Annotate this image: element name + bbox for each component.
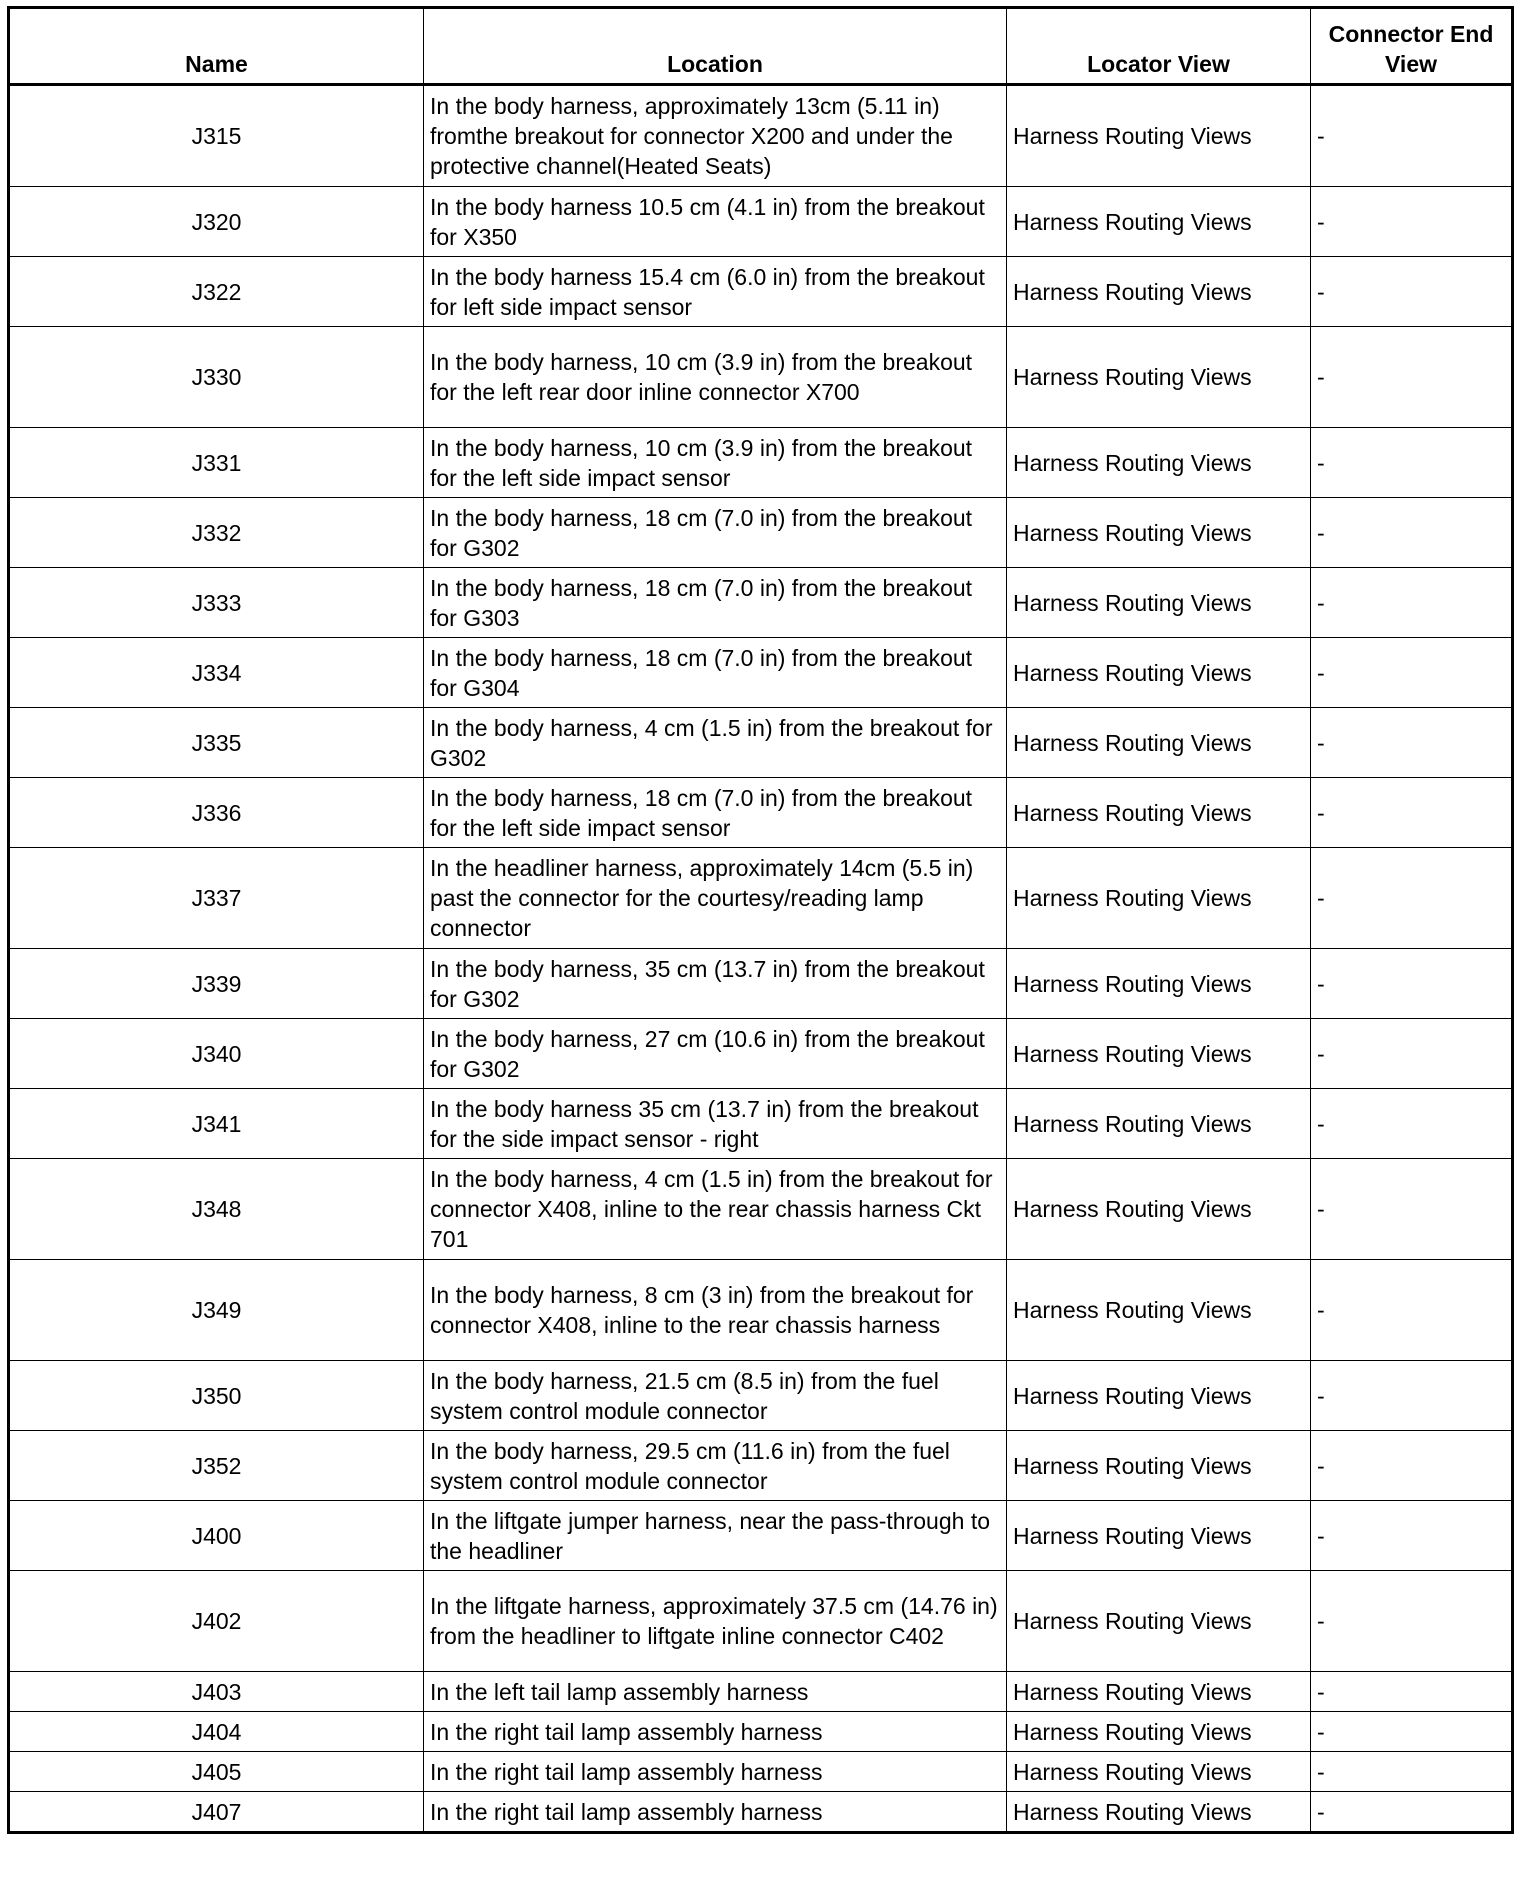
table-row [9,708,1513,778]
cell-connector-end-view: - [1311,848,1513,949]
cell-name: J336 [9,778,424,848]
cell-locator-view: Harness Routing Views [1007,949,1311,1019]
header-connector-end-view: Connector End View [1311,8,1513,85]
cell-location: In the liftgate harness, approximately 37.5 cm (14.76 in) from the headliner to liftgate inline connector C402 [424,1571,1007,1672]
cell-locator-view: Harness Routing Views [1007,1672,1311,1712]
cell-location: In the right tail lamp assembly harness [424,1752,1007,1792]
cell-locator-view: Harness Routing Views [1007,428,1311,498]
cell-name: J333 [9,568,424,638]
table-row [9,1792,1513,1833]
cell-connector-end-view: - [1311,428,1513,498]
cell-locator-view: Harness Routing Views [1007,638,1311,708]
cell-name: J405 [9,1752,424,1792]
table-row [9,949,1513,1019]
table-row [9,1752,1513,1792]
cell-location: In the body harness, 10 cm (3.9 in) from the breakout for the left rear door inline connector X700 [424,327,1007,428]
cell-name: J331 [9,428,424,498]
cell-location: In the body harness, 4 cm (1.5 in) from the breakout for G302 [424,708,1007,778]
table-row [9,1159,1513,1260]
table-row [9,1089,1513,1159]
table-row [9,778,1513,848]
splice-table-container [7,6,1514,1834]
cell-locator-view: Harness Routing Views [1007,848,1311,949]
cell-locator-view: Harness Routing Views [1007,85,1311,187]
cell-locator-view: Harness Routing Views [1007,1571,1311,1672]
cell-connector-end-view: - [1311,1752,1513,1792]
table-row [9,187,1513,257]
table-header-row [9,8,1513,85]
cell-connector-end-view: - [1311,257,1513,327]
cell-location: In the liftgate jumper harness, near the pass-through to the headliner [424,1501,1007,1571]
table-row [9,638,1513,708]
cell-location: In the body harness, 18 cm (7.0 in) from the breakout for the left side impact sensor [424,778,1007,848]
cell-name: J349 [9,1260,424,1361]
cell-name: J407 [9,1792,424,1833]
table-row [9,1019,1513,1089]
cell-connector-end-view: - [1311,778,1513,848]
cell-location: In the body harness, 10 cm (3.9 in) from the breakout for the left side impact sensor [424,428,1007,498]
cell-name: J400 [9,1501,424,1571]
header-locator-view: Locator View [1007,8,1311,85]
cell-location: In the body harness, 21.5 cm (8.5 in) from the fuel system control module connector [424,1361,1007,1431]
cell-location: In the body harness, approximately 13cm (5.11 in) fromthe breakout for connector X200 and under the protective channel(Heated Seats) [424,85,1007,187]
table-row [9,1260,1513,1361]
cell-location: In the body harness 10.5 cm (4.1 in) from the breakout for X350 [424,187,1007,257]
cell-name: J340 [9,1019,424,1089]
cell-connector-end-view: - [1311,1361,1513,1431]
cell-name: J315 [9,85,424,187]
cell-name: J339 [9,949,424,1019]
cell-connector-end-view: - [1311,187,1513,257]
cell-connector-end-view: - [1311,1260,1513,1361]
cell-location: In the body harness 15.4 cm (6.0 in) from the breakout for left side impact sensor [424,257,1007,327]
cell-location: In the left tail lamp assembly harness [424,1672,1007,1712]
cell-name: J403 [9,1672,424,1712]
cell-locator-view: Harness Routing Views [1007,187,1311,257]
cell-locator-view: Harness Routing Views [1007,498,1311,568]
cell-connector-end-view: - [1311,1019,1513,1089]
cell-connector-end-view: - [1311,949,1513,1019]
cell-locator-view: Harness Routing Views [1007,1501,1311,1571]
cell-connector-end-view: - [1311,327,1513,428]
table-row [9,1712,1513,1752]
cell-connector-end-view: - [1311,85,1513,187]
table-row [9,257,1513,327]
cell-name: J332 [9,498,424,568]
table-row [9,1501,1513,1571]
table-row [9,428,1513,498]
table-row [9,85,1513,187]
cell-connector-end-view: - [1311,1431,1513,1501]
cell-locator-view: Harness Routing Views [1007,257,1311,327]
cell-location: In the right tail lamp assembly harness [424,1792,1007,1833]
splice-location-table [7,6,1514,1834]
cell-locator-view: Harness Routing Views [1007,568,1311,638]
table-row [9,327,1513,428]
cell-name: J335 [9,708,424,778]
cell-locator-view: Harness Routing Views [1007,1361,1311,1431]
cell-locator-view: Harness Routing Views [1007,1019,1311,1089]
cell-name: J330 [9,327,424,428]
cell-location: In the body harness 35 cm (13.7 in) from the breakout for the side impact sensor - right [424,1089,1007,1159]
cell-connector-end-view: - [1311,1159,1513,1260]
cell-location: In the body harness, 29.5 cm (11.6 in) from the fuel system control module connector [424,1431,1007,1501]
cell-location: In the headliner harness, approximately 14cm (5.5 in) past the connector for the courtesy/reading lamp connector [424,848,1007,949]
cell-connector-end-view: - [1311,1712,1513,1752]
cell-locator-view: Harness Routing Views [1007,327,1311,428]
cell-connector-end-view: - [1311,1792,1513,1833]
cell-name: J402 [9,1571,424,1672]
cell-location: In the body harness, 8 cm (3 in) from the breakout for connector X408, inline to the rear chassis harness [424,1260,1007,1361]
cell-location: In the body harness, 35 cm (13.7 in) from the breakout for G302 [424,949,1007,1019]
cell-locator-view: Harness Routing Views [1007,1431,1311,1501]
cell-connector-end-view: - [1311,498,1513,568]
cell-name: J404 [9,1712,424,1752]
table-row [9,1431,1513,1501]
cell-name: J352 [9,1431,424,1501]
cell-locator-view: Harness Routing Views [1007,1752,1311,1792]
table-row [9,1571,1513,1672]
cell-name: J322 [9,257,424,327]
cell-locator-view: Harness Routing Views [1007,1712,1311,1752]
cell-location: In the body harness, 18 cm (7.0 in) from the breakout for G302 [424,498,1007,568]
cell-connector-end-view: - [1311,1501,1513,1571]
header-name: Name [9,8,424,85]
cell-locator-view: Harness Routing Views [1007,1089,1311,1159]
table-row [9,848,1513,949]
cell-locator-view: Harness Routing Views [1007,1159,1311,1260]
cell-location: In the body harness, 18 cm (7.0 in) from the breakout for G304 [424,638,1007,708]
cell-name: J348 [9,1159,424,1260]
cell-locator-view: Harness Routing Views [1007,1792,1311,1833]
cell-name: J320 [9,187,424,257]
cell-connector-end-view: - [1311,1571,1513,1672]
header-location: Location [424,8,1007,85]
cell-location: In the body harness, 4 cm (1.5 in) from the breakout for connector X408, inline to the rear chassis harness Ckt 701 [424,1159,1007,1260]
table-row [9,1672,1513,1712]
cell-name: J341 [9,1089,424,1159]
cell-connector-end-view: - [1311,1089,1513,1159]
cell-name: J334 [9,638,424,708]
cell-locator-view: Harness Routing Views [1007,1260,1311,1361]
cell-connector-end-view: - [1311,1672,1513,1712]
cell-locator-view: Harness Routing Views [1007,708,1311,778]
table-row [9,1361,1513,1431]
cell-location: In the right tail lamp assembly harness [424,1712,1007,1752]
cell-connector-end-view: - [1311,638,1513,708]
cell-connector-end-view: - [1311,568,1513,638]
cell-locator-view: Harness Routing Views [1007,778,1311,848]
cell-connector-end-view: - [1311,708,1513,778]
table-row [9,498,1513,568]
cell-name: J337 [9,848,424,949]
cell-name: J350 [9,1361,424,1431]
cell-location: In the body harness, 18 cm (7.0 in) from the breakout for G303 [424,568,1007,638]
cell-location: In the body harness, 27 cm (10.6 in) from the breakout for G302 [424,1019,1007,1089]
table-row [9,568,1513,638]
